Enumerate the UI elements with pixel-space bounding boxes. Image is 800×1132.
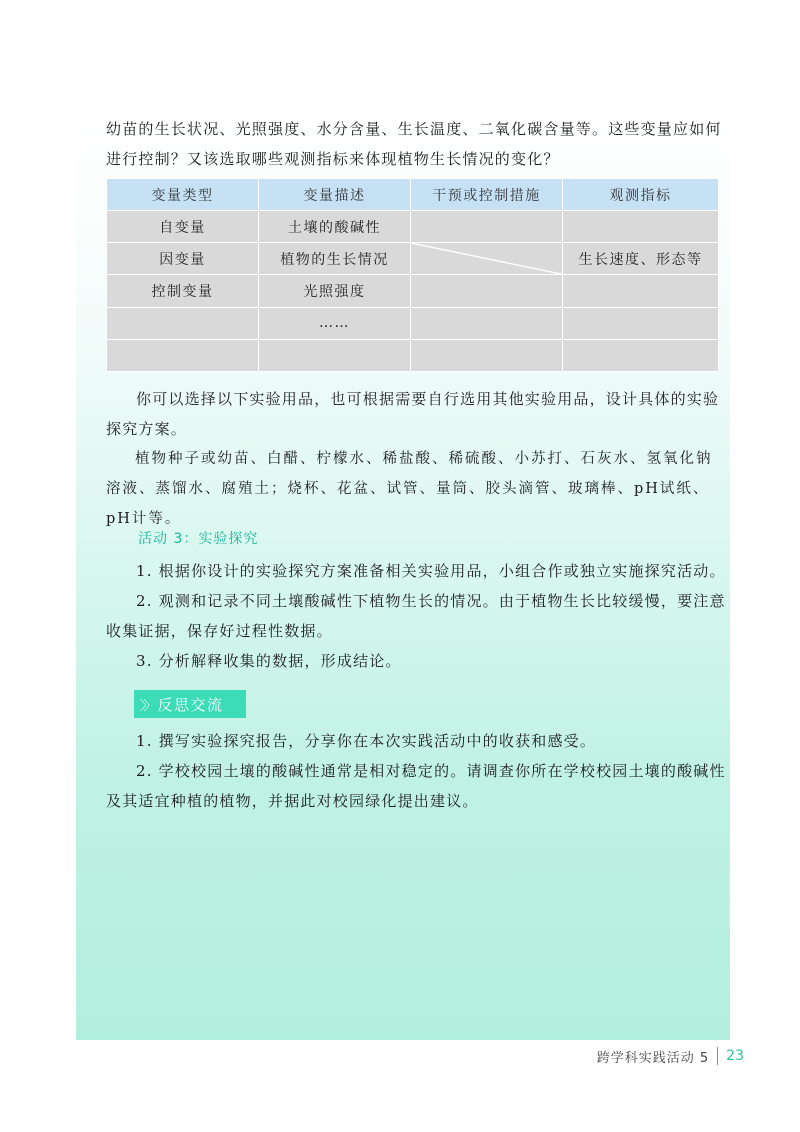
table-row — [107, 339, 719, 371]
activity-step: 3. 分析解释收集的数据，形成结论。 — [136, 652, 402, 670]
intro-line-1: 幼苗的生长状况、光照强度、水分含量、生长温度、二氧化碳含量等。这些变量应如何 — [106, 120, 722, 138]
table-cell — [563, 339, 719, 371]
reflection-items — [106, 726, 726, 816]
table-cell: 土壤的酸碱性 — [259, 211, 411, 243]
table-row — [107, 211, 719, 243]
activity-3-steps — [106, 556, 726, 676]
intro-paragraph — [106, 114, 726, 174]
table-cell — [411, 275, 563, 307]
footer-book-title: 跨学科实践活动 5 — [596, 1050, 710, 1066]
table-cell — [259, 339, 411, 371]
reflection-item: 2. 学校校园土壤的酸碱性通常是相对稳定的。请调查你所在学校校园土壤的酸碱性及其适宜种植的植物，并据此对校园绿化提出建议。 — [106, 762, 726, 810]
table-row — [107, 275, 719, 307]
header-observation-index: 观测指标 — [563, 179, 719, 211]
table-cell: 光照强度 — [259, 275, 411, 307]
activity-step: 1. 根据你设计的实验探究方案准备相关实验用品，小组合作或独立实施探究活动。 — [136, 562, 726, 580]
table-cell: 植物的生长情况 — [259, 243, 411, 275]
table-cell: …… — [259, 307, 411, 339]
activity-3-title: 活动 3：实验探究 — [138, 531, 259, 547]
table-cell — [563, 307, 719, 339]
page-number: 23 — [726, 1048, 744, 1064]
table-cell — [107, 339, 259, 371]
table-cell-diagonal — [411, 243, 563, 275]
table-cell: 生长速度、形态等 — [563, 243, 719, 275]
table-cell — [563, 275, 719, 307]
table-cell — [411, 211, 563, 243]
reflection-badge-label: 反思交流 — [157, 695, 224, 714]
table-cell: 因变量 — [107, 243, 259, 275]
double-chevron-right-icon: 〉〉 — [140, 698, 154, 714]
diagonal-line — [411, 243, 562, 274]
intro-line-2: 进行控制？又该选取哪些观测指标来体现植物生长情况的变化？ — [106, 150, 560, 168]
table-row — [107, 307, 719, 339]
activity-step: 2. 观测和记录不同土壤酸碱性下植物生长的情况。由于植物生长比较缓慢，要注意收集证据，保存好过程性数据。 — [106, 592, 726, 640]
table-cell: 自变量 — [107, 211, 259, 243]
table-cell: 控制变量 — [107, 275, 259, 307]
table-cell — [107, 307, 259, 339]
materials-intro: 你可以选择以下实验用品，也可根据需要自行选用其他实验用品，设计具体的实验探究方案。 — [106, 390, 720, 438]
reflection-item: 1. 撰写实验探究报告，分享你在本次实践活动中的收获和感受。 — [136, 732, 597, 750]
variables-table — [106, 178, 719, 372]
header-variable-description: 变量描述 — [259, 179, 411, 211]
page-footer — [597, 1046, 744, 1066]
table-cell — [563, 211, 719, 243]
table-row — [107, 243, 719, 275]
header-intervention: 干预或控制措施 — [411, 179, 563, 211]
header-variable-type: 变量类型 — [107, 179, 259, 211]
table-cell — [411, 307, 563, 339]
materials-list: 植物种子或幼苗、白醋、柠檬水、稀盐酸、稀硫酸、小苏打、石灰水、氢氧化钠溶液、蒸馏水、腐殖土；烧杯、花盆、试管、量筒、胶头滴管、玻璃棒、pH试纸、pH计等。 — [106, 451, 713, 527]
table-header-row — [107, 179, 719, 211]
table-cell — [411, 339, 563, 371]
footer-separator — [717, 1047, 718, 1065]
reflection-badge — [134, 690, 246, 718]
